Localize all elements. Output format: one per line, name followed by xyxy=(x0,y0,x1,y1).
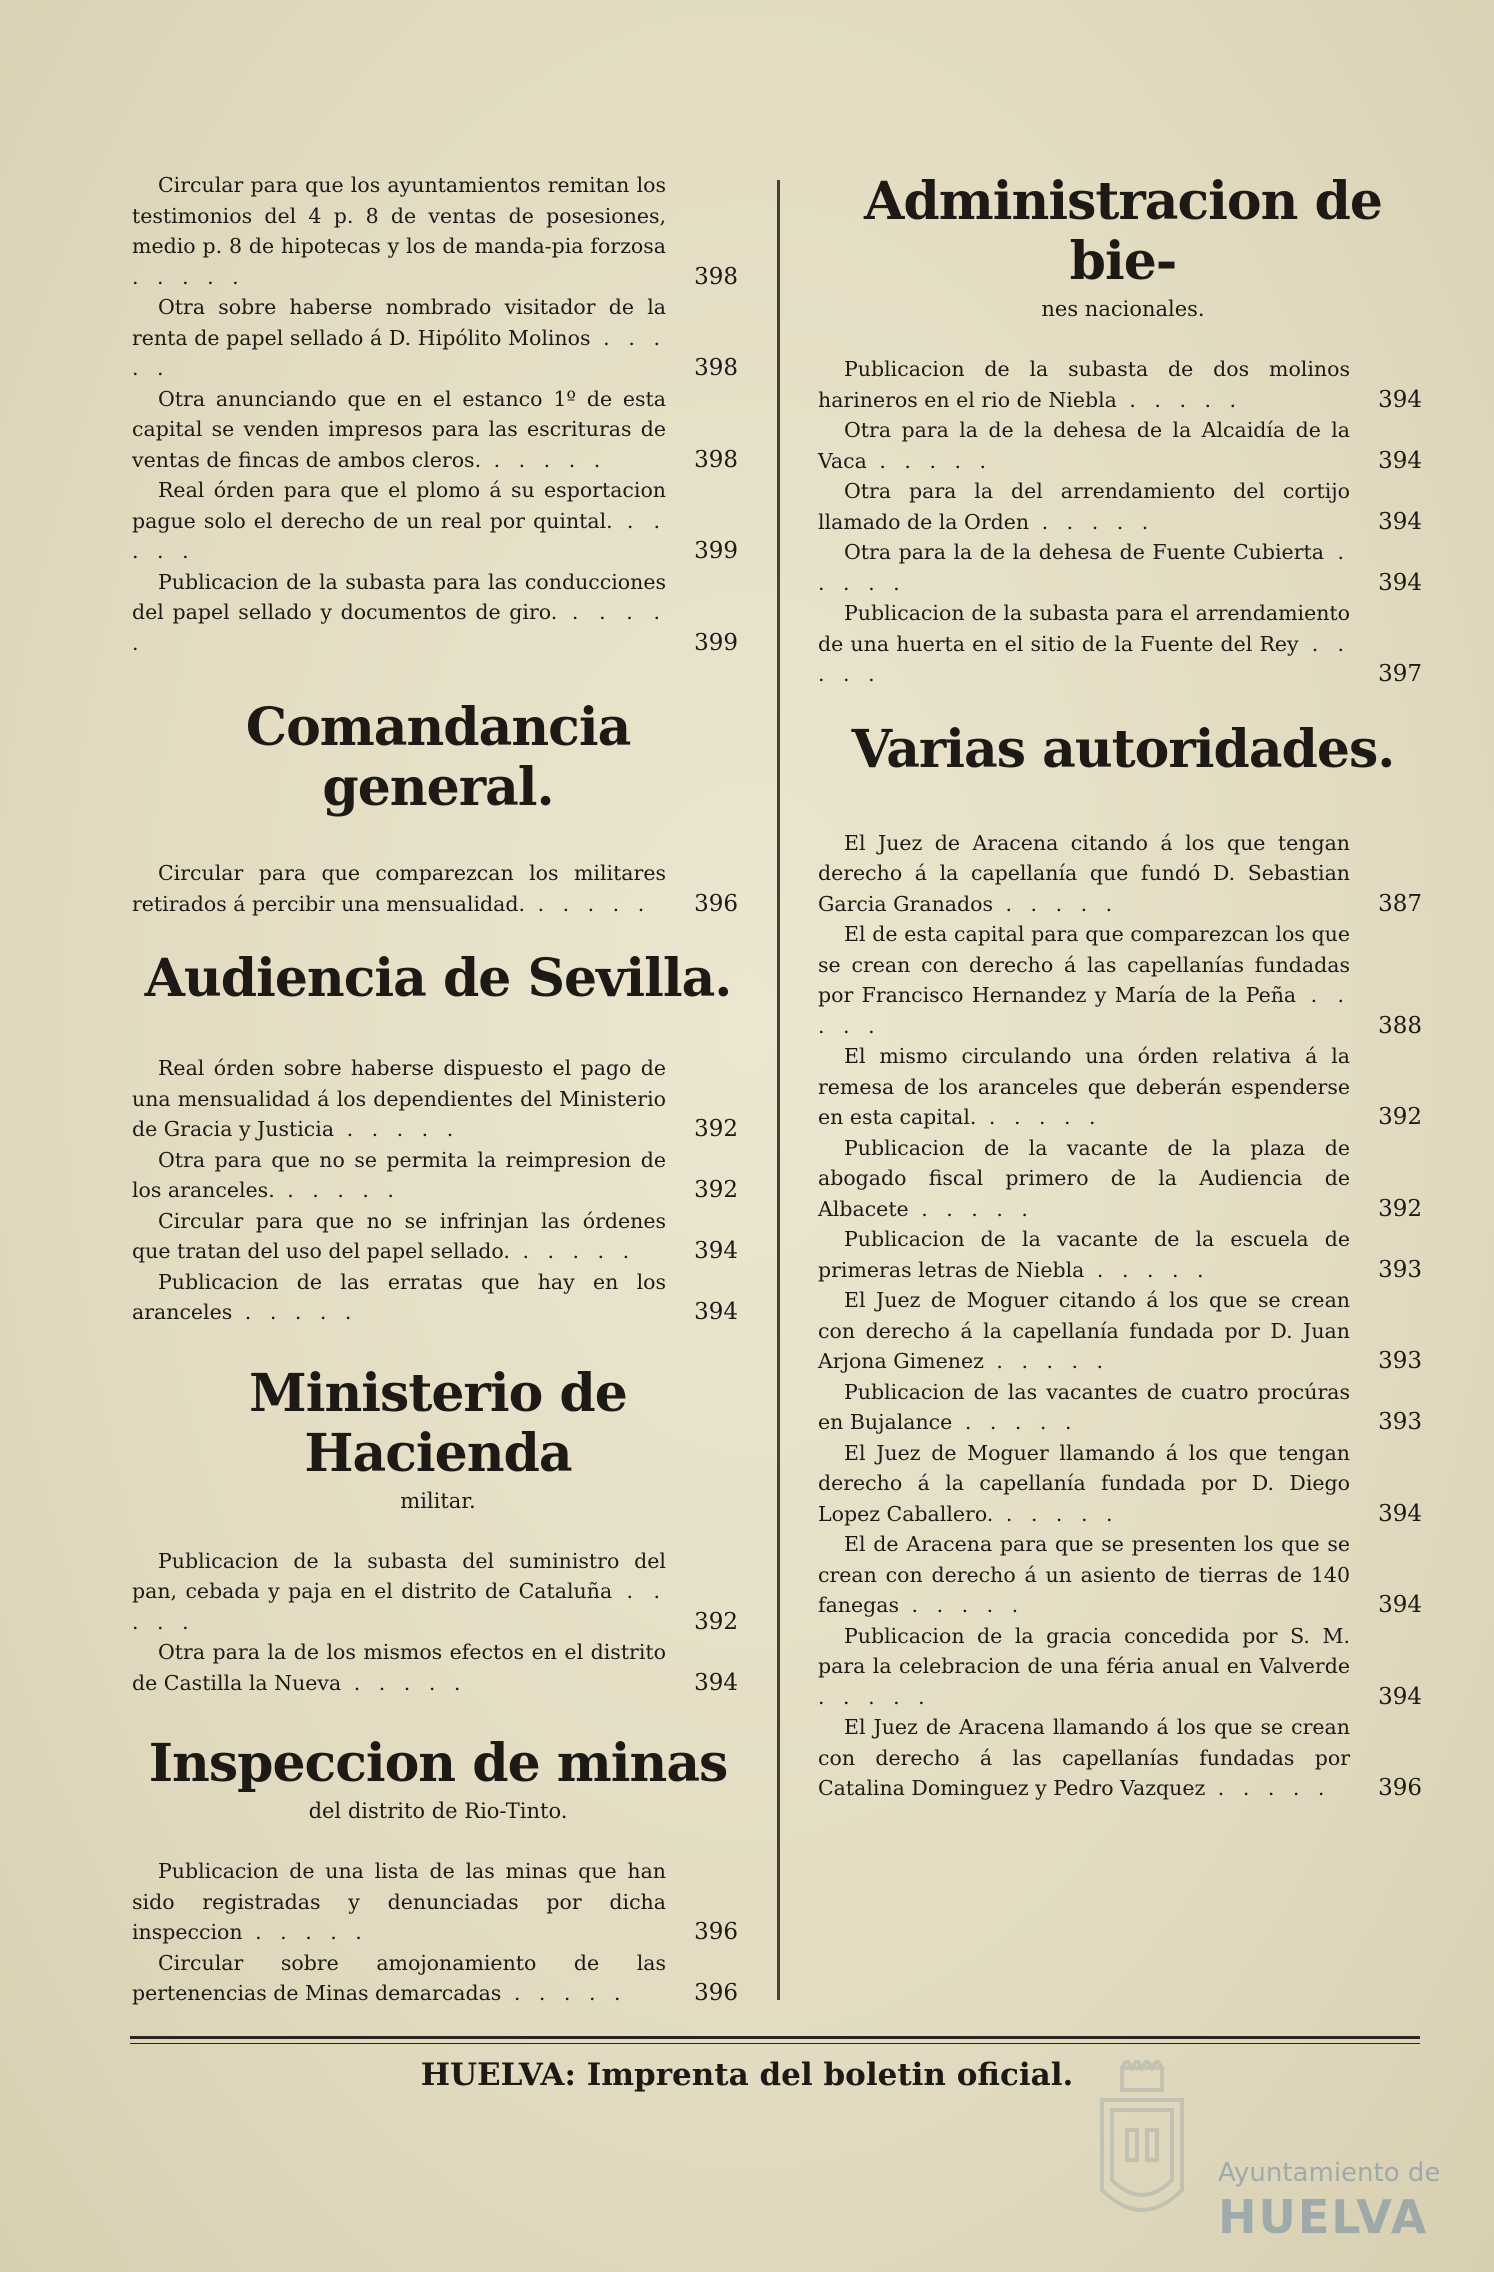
index-entry xyxy=(818,1133,1428,1225)
administracion-section xyxy=(818,354,1428,690)
page-number: 394 xyxy=(694,1299,738,1325)
page-number: 388 xyxy=(1378,1012,1422,1039)
index-entry xyxy=(132,475,744,567)
index-entry xyxy=(818,1438,1428,1530)
index-entry xyxy=(818,1285,1428,1377)
dot-leader: . . . . . xyxy=(132,1579,666,1634)
section-heading-inspeccion: Inspeccion de minas xyxy=(148,1733,728,1794)
dot-leader: . . . . . xyxy=(525,891,651,916)
dot-leader: . . . . . xyxy=(952,1410,1078,1434)
page-number: 396 xyxy=(694,890,738,917)
page-number: 392 xyxy=(1378,1195,1422,1222)
dot-leader: . . . . . xyxy=(232,1300,358,1324)
entry-text: Publicacion de la subasta de dos molinos harineros en el rio de Niebla xyxy=(818,357,1350,412)
dot-leader: . . . . . xyxy=(274,1178,400,1202)
index-entry xyxy=(132,1637,744,1698)
left-column xyxy=(132,170,744,2009)
comandancia-section xyxy=(132,858,744,919)
entry-text: Publicacion de una lista de las minas que han sido registradas y denunciadas por dicha inspeccion xyxy=(132,1859,666,1944)
dot-leader: . . . . . xyxy=(501,1981,627,2005)
section-heading-ministerio: Ministerio de Hacienda xyxy=(249,1362,627,1484)
page-number: 394 xyxy=(694,1669,738,1696)
page-number: 387 xyxy=(1378,890,1422,917)
entry-text: Publicacion de las vacantes de cuatro procúras en Bujalance xyxy=(818,1379,1350,1434)
page-number: 396 xyxy=(694,1980,738,2006)
dot-leader: . . . . . xyxy=(1116,387,1243,412)
page-number: 396 xyxy=(694,1919,738,1945)
index-entry xyxy=(132,1856,744,1948)
dot-leader: . . . . . xyxy=(818,631,1350,686)
entry-text: Publicacion de la vacante de la escuela de primeras letras de Niebla xyxy=(818,1227,1350,1282)
index-entry xyxy=(818,354,1428,415)
index-entry xyxy=(818,537,1428,598)
dot-leader: . . . . . xyxy=(132,600,666,655)
dot-leader: . . . . . xyxy=(341,1670,467,1695)
footer-imprint: HUELVA: Imprenta del boletin oficial. xyxy=(420,2057,1074,2093)
dot-leader: . . . . . xyxy=(992,891,1119,916)
index-entry xyxy=(132,1145,744,1206)
section-subheading-administracion: nes nacionales. xyxy=(1041,297,1205,321)
dot-leader: . . . . . xyxy=(866,448,993,473)
entry-text: Circular sobre amojonamiento de las pertenencias de Minas demarcadas xyxy=(132,1950,666,2005)
index-entry xyxy=(132,1053,744,1145)
index-entry xyxy=(818,1529,1428,1621)
entry-text: Circular para que no se infrinjan las órdenes que tratan del uso del papel sellado. xyxy=(132,1208,666,1263)
dot-leader: . . . . . xyxy=(1084,1257,1210,1282)
page-number: 393 xyxy=(1378,1409,1422,1435)
page-number: 394 xyxy=(1378,1592,1422,1618)
footer-rule xyxy=(130,2036,1420,2039)
entry-text: Otra para la del arrendamiento del cortijo llamado de la Orden xyxy=(818,479,1350,534)
dot-leader: . . . . . xyxy=(481,447,607,472)
index-entry xyxy=(132,1206,744,1267)
index-entry xyxy=(818,1224,1428,1285)
dot-leader: . . . . . xyxy=(1205,1776,1331,1800)
entry-text: Publicacion de las erratas que hay en los aranceles xyxy=(132,1269,666,1324)
audiencia-section xyxy=(132,1053,744,1328)
index-entry xyxy=(132,170,744,292)
dot-leader: . . . . . xyxy=(899,1593,1025,1617)
dot-leader: . . . . . xyxy=(983,1349,1110,1373)
entry-text: Otra para la de la dehesa de la Alcaidía de la Vaca xyxy=(818,418,1350,473)
entry-text: Circular para que comparezcan los militares retirados á percibir una mensualidad. xyxy=(132,861,666,916)
page-number: 399 xyxy=(694,629,738,656)
section-heading-administracion: Administracion de bie- xyxy=(864,171,1382,292)
inspeccion-section xyxy=(132,1856,744,2009)
index-entry xyxy=(132,567,744,659)
entry-text: Publicacion de la subasta para las conducciones del papel sellado y documentos de giro. xyxy=(132,569,666,624)
entry-text: Otra anunciando que en el estanco 1º de esta capital se venden impresos para las escrituras de ventas de fincas de ambos cleros. xyxy=(132,386,666,472)
entry-text: Otra para que no se permita la reimpresion de los aranceles. xyxy=(132,1147,666,1202)
dot-leader: . . . . . xyxy=(818,983,1350,1038)
page-number: 398 xyxy=(694,263,738,290)
ministerio-section xyxy=(132,1546,744,1699)
index-entry xyxy=(132,1546,744,1638)
entry-text: Otra para la de la dehesa de Fuente Cubierta xyxy=(844,540,1324,564)
entry-text: El de Aracena para que se presenten los que se crean con derecho á un asiento de tierras de 140 fanegas xyxy=(818,1532,1350,1617)
page-number: 398 xyxy=(694,355,738,381)
section-heading-varias: Varias autoridades. xyxy=(851,718,1395,780)
page-number: 394 xyxy=(1378,386,1422,413)
entry-text: El Juez de Aracena llamando á los que se crean con derecho á las capellanías fundadas por Catalina Dominguez y Pedro Vazquez xyxy=(818,1715,1350,1800)
index-entry xyxy=(818,1377,1428,1438)
entry-text: Publicacion de la gracia concedida por S. M. para la celebracion de una féria anual en Valverde xyxy=(818,1623,1350,1678)
entry-text: Circular para que los ayuntamientos remitan los testimonios del 4 p. 8 de ventas de posesiones, medio p. 8 de hipotecas y los de manda-pia forzosa xyxy=(132,173,666,258)
entry-text: Otra sobre haberse nombrado visitador de la renta de papel sellado á D. Hipólito Molinos xyxy=(132,295,666,350)
page-number: 392 xyxy=(694,1177,738,1203)
page-number: 394 xyxy=(1378,569,1422,596)
entry-text: Publicacion de la subasta del suministro del pan, cebada y paja en el distrito de Cataluña xyxy=(132,1548,666,1603)
section-subheading-inspeccion: del distrito de Rio-Tinto. xyxy=(308,1799,568,1823)
section-heading-audiencia: Audiencia de Sevilla. xyxy=(144,948,732,1009)
dot-leader: . . . . . xyxy=(132,325,666,380)
index-entry xyxy=(818,1041,1428,1133)
dot-leader: . . . . . xyxy=(993,1501,1119,1526)
page-number: 394 xyxy=(1378,447,1422,474)
entry-text: El mismo circulando una órden relativa á la remesa de los aranceles que deberán espenderse en esta capital. xyxy=(818,1044,1350,1129)
right-column xyxy=(818,170,1428,1804)
index-entry xyxy=(132,1267,744,1328)
dot-leader: . . . . . xyxy=(132,264,245,289)
page-number: 394 xyxy=(1378,508,1422,535)
index-entry xyxy=(818,1712,1428,1804)
dot-leader: . . . . . xyxy=(908,1196,1034,1221)
entry-text: Real órden sobre haberse dispuesto el pago de una mensualidad á los dependientes del Ministerio de Gracia y Justicia xyxy=(132,1056,666,1141)
entry-text: El Juez de Moguer citando á los que se crean con derecho á la capellanía fundada por D. Juan Arjona Gimenez xyxy=(818,1288,1350,1373)
page-number: 397 xyxy=(1378,661,1422,687)
page-number: 396 xyxy=(1378,1775,1422,1801)
dot-leader: . . . . . xyxy=(334,1117,460,1141)
watermark-line1: Ayuntamiento de xyxy=(1218,2158,1441,2188)
page-number: 394 xyxy=(694,1238,738,1264)
footer-rule-thin xyxy=(130,2043,1420,2044)
entry-text: El de esta capital para que comparezcan los que se crean con derecho á las capellanías fundadas por Francisco Hernandez y María de la Peña xyxy=(818,922,1350,1007)
entry-text: Otra para la de los mismos efectos en el distrito de Castilla la Nueva xyxy=(132,1640,666,1695)
page-number: 392 xyxy=(694,1608,738,1635)
dot-leader: . . . . . xyxy=(976,1105,1102,1129)
intro-section xyxy=(132,170,744,658)
dot-leader: . . . . . xyxy=(1029,509,1155,534)
entry-text: El Juez de Moguer llamando á los que tengan derecho á la capellanía fundada por D. Diego Lopez Caballero. xyxy=(818,1440,1350,1526)
dot-leader: . . . . . xyxy=(509,1239,636,1263)
page-number: 392 xyxy=(694,1116,738,1142)
page-number: 393 xyxy=(1378,1256,1422,1283)
page-number: 392 xyxy=(1378,1104,1422,1130)
dot-leader: . . . . . xyxy=(242,1920,368,1944)
entry-text: Publicacion de la subasta para el arrendamiento de una huerta en el sitio de la Fuente del Rey xyxy=(818,601,1350,656)
index-entry xyxy=(818,476,1428,537)
index-entry xyxy=(818,415,1428,476)
index-entry xyxy=(818,598,1428,690)
dot-leader: . . . . . xyxy=(818,1684,931,1709)
index-entry xyxy=(132,292,744,384)
column-divider xyxy=(777,180,780,2000)
index-entry xyxy=(818,1621,1428,1713)
page-number: 394 xyxy=(1378,1683,1422,1710)
index-entry xyxy=(132,1948,744,2009)
page-number: 399 xyxy=(694,538,738,564)
page-number: 394 xyxy=(1378,1500,1422,1527)
page-number: 393 xyxy=(1378,1348,1422,1374)
index-entry xyxy=(132,858,744,919)
entry-text: El Juez de Aracena citando á los que tengan derecho á la capellanía que fundó D. Sebastian Garcia Granados xyxy=(818,830,1350,916)
entry-text: Real órden para que el plomo á su esportacion pague solo el derecho de un real por quintal. xyxy=(132,478,666,533)
index-entry xyxy=(132,384,744,476)
index-entry xyxy=(818,919,1428,1041)
index-entry xyxy=(818,828,1428,920)
page-number: 398 xyxy=(694,446,738,473)
varias-section xyxy=(818,828,1428,1804)
entry-text: Publicacion de la vacante de la plaza de abogado fiscal primero de la Audiencia de Albacete xyxy=(818,1135,1350,1221)
watermark-line2: HUELVA xyxy=(1218,2190,1429,2244)
dot-leader: . . . . . xyxy=(818,540,1350,595)
section-subheading-ministerio: militar. xyxy=(400,1488,476,1513)
section-heading-comandancia: Comandancia general. xyxy=(245,697,631,818)
dot-leader: . . . . . xyxy=(132,508,666,563)
